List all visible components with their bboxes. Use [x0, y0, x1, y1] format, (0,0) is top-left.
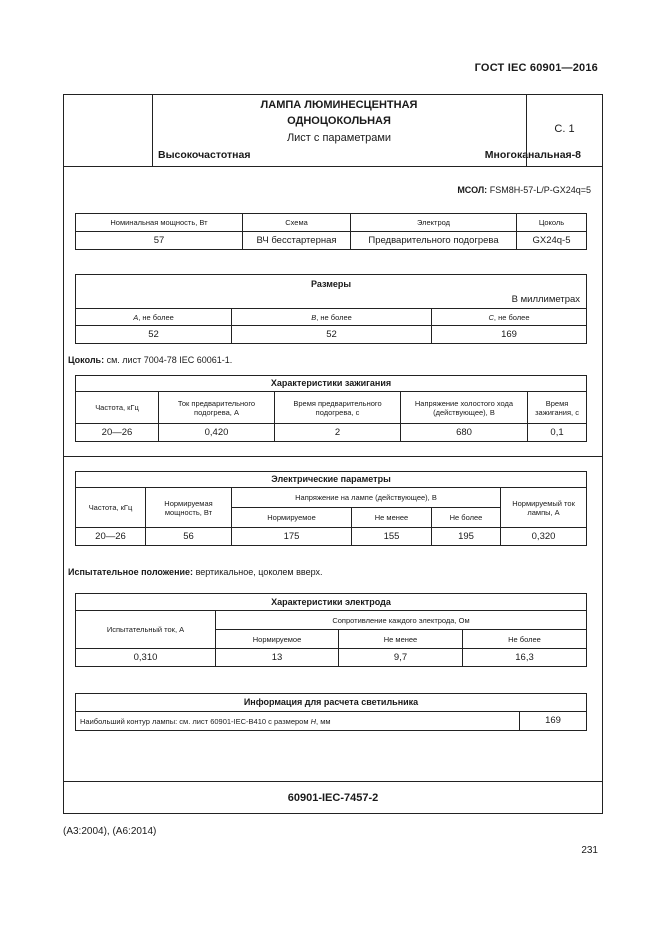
el-col-power: Нормируемая мощность, Вт — [146, 488, 232, 528]
col-scheme: Схема — [243, 214, 351, 232]
section-divider — [63, 456, 603, 457]
dim-col-b: B, не более — [232, 309, 432, 326]
ign-col-time: Время предварительного подогрева, с — [275, 392, 401, 424]
sheet-number: С. 1 — [554, 123, 575, 135]
ign-value-voltage: 680 — [401, 424, 528, 442]
dimensions-table — [75, 274, 587, 344]
msol-line — [457, 185, 591, 195]
main-table — [75, 213, 587, 250]
el-sub-min: Не менее — [352, 508, 432, 528]
dim-value-c: 169 — [432, 326, 587, 344]
el-value-freq: 20—26 — [76, 528, 146, 546]
el-value-min: 155 — [352, 528, 432, 546]
elc-col-test: Испытательный ток, А — [76, 611, 216, 649]
amendments: (А3:2004), (А6:2014) — [63, 826, 157, 837]
ign-col-voltage: Напряжение холостого хода (действующее), В — [401, 392, 528, 424]
ign-value-time: 2 — [275, 424, 401, 442]
ign-value-freq: 20—26 — [76, 424, 159, 442]
dimensions-unit: В миллиметрах — [511, 294, 581, 305]
ign-value-start: 0,1 — [528, 424, 587, 442]
luminaire-value: 169 — [520, 712, 587, 731]
value-cap: GX24q-5 — [517, 232, 587, 250]
ign-value-current: 0,420 — [159, 424, 275, 442]
dim-value-a: 52 — [76, 326, 232, 344]
electrode-title: Характеристики электрода — [76, 594, 587, 611]
luminaire-table — [75, 693, 587, 731]
subtitle: Лист с параметрами — [286, 132, 392, 144]
electrical-table — [75, 471, 587, 546]
footer-code: 60901-IEC-7457-2 — [287, 792, 379, 804]
ignition-table — [75, 375, 587, 442]
el-col-current: Нормируемый ток лампы, А — [501, 488, 587, 528]
elc-value-test: 0,310 — [76, 649, 216, 667]
elc-value-max: 16,3 — [463, 649, 587, 667]
elc-col-res: Сопротивление каждого электрода, Ом — [216, 611, 587, 630]
electrode-table — [75, 593, 587, 667]
ign-col-current: Ток предварительного подогрева, А — [159, 392, 275, 424]
msol-label: МСОЛ: — [457, 185, 488, 195]
ign-col-start: Время зажигания, с — [528, 392, 587, 424]
luminaire-text: Наибольший контур лампы: см. лист 60901-IEC-B410 с размером H, мм — [76, 712, 520, 731]
header-divider — [63, 166, 603, 167]
el-value-power: 56 — [146, 528, 232, 546]
ignition-title: Характеристики зажигания — [76, 376, 587, 392]
dim-col-a: A, не более — [76, 309, 232, 326]
el-col-freq: Частота, кГц — [76, 488, 146, 528]
cap-note: Цоколь: см. лист 7004-78 IEC 60061-1. — [68, 355, 233, 365]
test-position-note: Испытательное положение: вертикальное, цоколем вверх. — [68, 567, 323, 577]
elc-value-min: 9,7 — [339, 649, 463, 667]
dim-value-b: 52 — [232, 326, 432, 344]
col-cap: Цоколь — [517, 214, 587, 232]
footer-divider — [63, 781, 603, 782]
elc-sub-max: Не более — [463, 630, 587, 649]
label-multichannel: Многоканальная-8 — [484, 149, 581, 161]
el-sub-max: Не более — [432, 508, 501, 528]
page-number: 231 — [581, 845, 598, 856]
el-value-rated: 175 — [232, 528, 352, 546]
dimensions-header — [76, 275, 587, 309]
msol-value: FSM8H-57-L/P-GX24q=5 — [489, 185, 591, 195]
value-scheme: ВЧ бесстартерная — [243, 232, 351, 250]
col-power: Номинальная мощность, Вт — [76, 214, 243, 232]
title-line1: ЛАМПА ЛЮМИНЕСЦЕНТНАЯ — [260, 99, 418, 111]
value-power: 57 — [76, 232, 243, 250]
elc-sub-rated: Нормируемое — [216, 630, 339, 649]
el-value-max: 195 — [432, 528, 501, 546]
elc-sub-min: Не менее — [339, 630, 463, 649]
elc-value-rated: 13 — [216, 649, 339, 667]
value-electrode: Предварительного подогрева — [351, 232, 517, 250]
ign-col-freq: Частота, кГц — [76, 392, 159, 424]
standard-code: ГОСТ IEC 60901—2016 — [474, 62, 598, 74]
el-col-voltage: Напряжение на лампе (действующее), В — [232, 488, 501, 508]
luminaire-title: Информация для расчета светильника — [76, 694, 587, 712]
el-sub-rated: Нормируемое — [232, 508, 352, 528]
el-value-current: 0,320 — [501, 528, 587, 546]
title-line2: ОДНОЦОКОЛЬНАЯ — [287, 115, 391, 127]
electrical-title: Электрические параметры — [76, 472, 587, 488]
col-electrode: Электрод — [351, 214, 517, 232]
label-high-frequency: Высокочастотная — [158, 149, 251, 161]
dim-col-c: C, не более — [432, 309, 587, 326]
dimensions-title: Размеры — [310, 279, 352, 289]
